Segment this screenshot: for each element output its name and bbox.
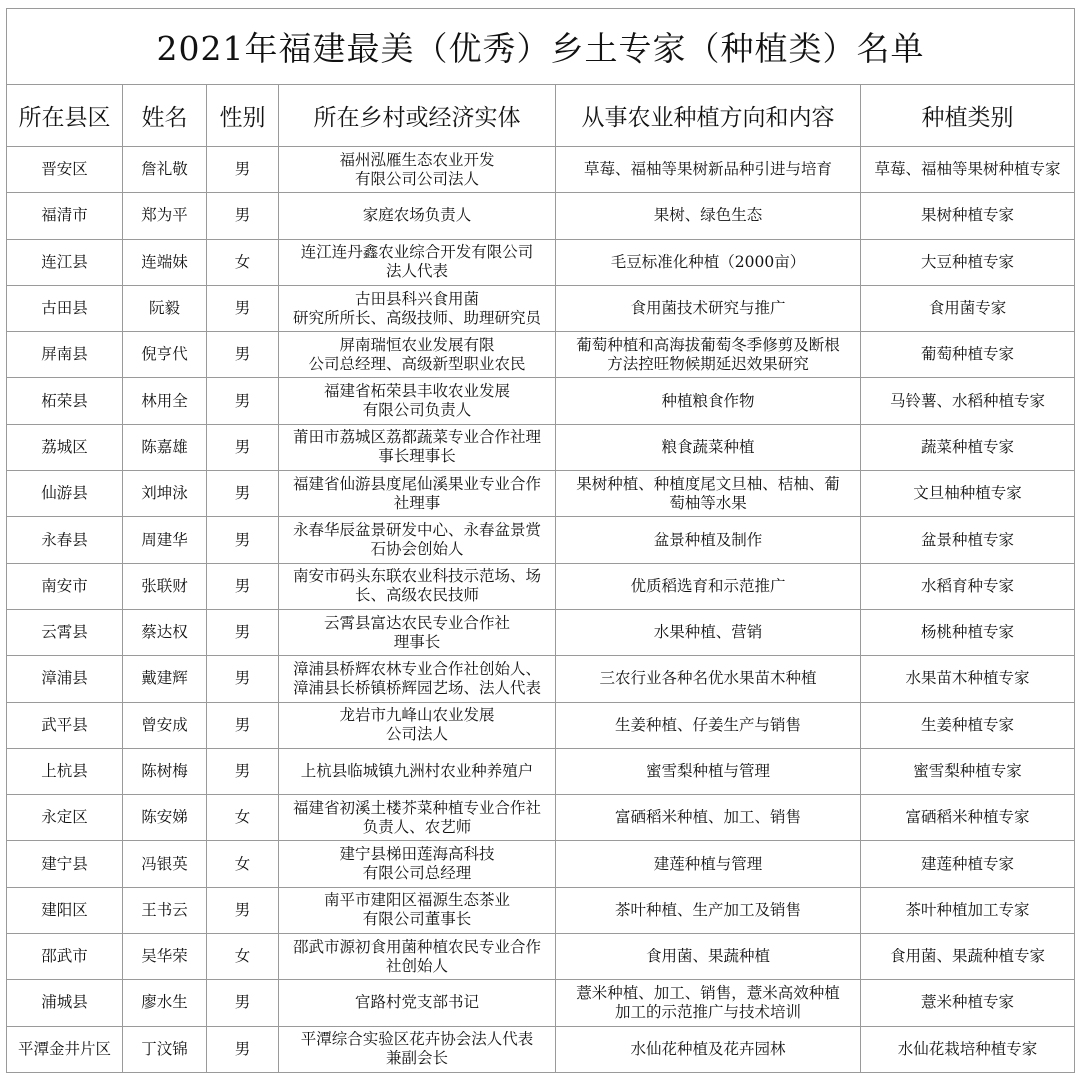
cell-entity-line: 公司总经理、高级新型职业农民 — [308, 354, 526, 373]
cell-direction-line: 草莓、福柚等果树新品种引进与培育 — [583, 160, 832, 179]
cell-entity-line: 石协会创始人 — [370, 540, 464, 559]
cell-name: 詹礼敬 — [123, 147, 207, 193]
cell-entity — [279, 887, 556, 933]
cell-direction-line: 毛豆标准化种植（2000亩） — [610, 252, 806, 271]
table-row — [7, 795, 1075, 841]
cell-direction-line: 水果种植、营销 — [653, 623, 763, 642]
cell-gender: 男 — [207, 147, 279, 193]
cell-direction-line: 茶叶种植、生产加工及销售 — [614, 900, 801, 919]
cell-county: 浦城县 — [7, 980, 123, 1026]
cell-direction — [556, 1026, 861, 1072]
header-gender: 性别 — [207, 85, 279, 147]
cell-entity — [279, 471, 556, 517]
cell-direction-line: 方法控旺物候期延迟效果研究 — [607, 354, 809, 373]
cell-direction-line: 盆景种植及制作 — [653, 530, 763, 549]
cell-county: 福清市 — [7, 193, 123, 239]
table-title: 2021年福建最美（优秀）乡土专家（种植类）名单 — [7, 9, 1075, 85]
cell-direction-line: 水仙花种植及花卉园林 — [630, 1039, 786, 1058]
cell-entity-line: 社创始人 — [385, 956, 448, 975]
cell-entity-line: 平潭综合实验区花卉协会法人代表 — [300, 1030, 534, 1049]
cell-category: 杨桃种植专家 — [861, 609, 1075, 655]
cell-name: 蔡达权 — [123, 609, 207, 655]
cell-category: 水果苗木种植专家 — [861, 656, 1075, 702]
roster-sheet — [6, 8, 1074, 1073]
table-row — [7, 193, 1075, 239]
cell-entity-line: 事长理事长 — [378, 447, 456, 466]
cell-name: 倪亨代 — [123, 332, 207, 378]
cell-category: 茶叶种植加工专家 — [861, 887, 1075, 933]
cell-direction — [556, 702, 861, 748]
cell-entity — [279, 795, 556, 841]
cell-name: 郑为平 — [123, 193, 207, 239]
cell-gender: 男 — [207, 378, 279, 424]
cell-county: 柘荣县 — [7, 378, 123, 424]
cell-entity-line: 建宁县梯田莲海高科技 — [339, 845, 495, 864]
cell-entity-line: 负责人、农艺师 — [362, 817, 472, 836]
cell-gender: 男 — [207, 193, 279, 239]
cell-direction — [556, 332, 861, 378]
cell-county: 云霄县 — [7, 609, 123, 655]
cell-entity-line: 官路村党支部书记 — [354, 993, 479, 1012]
cell-entity-line: 漳浦县桥辉农林专业合作社创始人、 — [292, 659, 541, 678]
cell-category: 水仙花栽培种植专家 — [861, 1026, 1075, 1072]
cell-name: 廖水生 — [123, 980, 207, 1026]
cell-entity — [279, 378, 556, 424]
cell-direction — [556, 934, 861, 980]
table-row — [7, 332, 1075, 378]
cell-gender: 男 — [207, 563, 279, 609]
cell-gender: 女 — [207, 239, 279, 285]
cell-county: 邵武市 — [7, 934, 123, 980]
table-row — [7, 239, 1075, 285]
cell-entity — [279, 656, 556, 702]
table-row — [7, 517, 1075, 563]
table-row — [7, 609, 1075, 655]
cell-name: 张联财 — [123, 563, 207, 609]
cell-gender: 男 — [207, 285, 279, 331]
cell-entity-line: 公司法人 — [385, 725, 448, 744]
cell-entity — [279, 841, 556, 887]
table-row — [7, 1026, 1075, 1072]
cell-entity-line: 连江连丹鑫农业综合开发有限公司 — [300, 243, 534, 262]
cell-category: 果树种植专家 — [861, 193, 1075, 239]
header-direction: 从事农业种植方向和内容 — [556, 85, 861, 147]
cell-gender: 男 — [207, 424, 279, 470]
cell-gender: 男 — [207, 702, 279, 748]
cell-direction-line: 建莲种植与管理 — [653, 854, 763, 873]
cell-category: 建莲种植专家 — [861, 841, 1075, 887]
cell-entity — [279, 517, 556, 563]
cell-county: 漳浦县 — [7, 656, 123, 702]
table-row — [7, 934, 1075, 980]
cell-direction-line: 食用菌、果蔬种植 — [645, 947, 770, 966]
cell-direction — [556, 147, 861, 193]
cell-name: 丁汶锦 — [123, 1026, 207, 1072]
table-row — [7, 424, 1075, 470]
table-row — [7, 841, 1075, 887]
table-row — [7, 702, 1075, 748]
cell-entity-line: 屏南瑞恒农业发展有限 — [339, 335, 495, 354]
cell-entity-line: 社理事 — [393, 493, 441, 512]
cell-entity-line: 福州泓雁生态农业开发 — [339, 150, 495, 169]
cell-entity — [279, 147, 556, 193]
cell-name: 戴建辉 — [123, 656, 207, 702]
cell-direction-line: 粮食蔬菜种植 — [661, 437, 755, 456]
table-row — [7, 563, 1075, 609]
cell-category: 蜜雪梨种植专家 — [861, 748, 1075, 794]
cell-gender: 男 — [207, 332, 279, 378]
cell-entity-line: 有限公司负责人 — [362, 401, 472, 420]
cell-entity-line: 古田县科兴食用菌 — [354, 289, 479, 308]
cell-direction-line: 生姜种植、仔姜生产与销售 — [614, 715, 801, 734]
cell-direction-line: 富硒稻米种植、加工、销售 — [614, 808, 801, 827]
cell-direction — [556, 563, 861, 609]
cell-name: 阮毅 — [123, 285, 207, 331]
cell-category: 草莓、福柚等果树种植专家 — [861, 147, 1075, 193]
table-row — [7, 656, 1075, 702]
cell-entity-line: 长、高级农民技师 — [354, 586, 479, 605]
cell-name: 林用全 — [123, 378, 207, 424]
cell-entity-line: 理事长 — [393, 632, 441, 651]
cell-direction — [556, 424, 861, 470]
cell-entity-line: 有限公司公司法人 — [354, 169, 479, 188]
cell-gender: 男 — [207, 887, 279, 933]
cell-direction — [556, 841, 861, 887]
cell-entity-line: 有限公司董事长 — [362, 910, 472, 929]
cell-entity-line: 漳浦县长桥镇桥辉园艺场、法人代表 — [292, 678, 541, 697]
cell-gender: 男 — [207, 1026, 279, 1072]
table-row — [7, 887, 1075, 933]
cell-county: 上杭县 — [7, 748, 123, 794]
cell-entity-line: 兼副会长 — [385, 1049, 448, 1068]
cell-direction — [556, 193, 861, 239]
cell-entity — [279, 748, 556, 794]
cell-county: 连江县 — [7, 239, 123, 285]
cell-name: 王书云 — [123, 887, 207, 933]
cell-category: 水稻育种专家 — [861, 563, 1075, 609]
cell-gender: 女 — [207, 934, 279, 980]
cell-direction-line: 种植粮食作物 — [661, 391, 755, 410]
cell-category: 食用菌专家 — [861, 285, 1075, 331]
cell-entity — [279, 193, 556, 239]
cell-gender: 男 — [207, 980, 279, 1026]
cell-category: 文旦柚种植专家 — [861, 471, 1075, 517]
cell-entity — [279, 934, 556, 980]
cell-entity-line: 福建省柘荣县丰收农业发展 — [323, 382, 510, 401]
cell-entity-line: 福建省仙游县度尾仙溪果业专业合作 — [292, 474, 541, 493]
header-entity: 所在乡村或经济实体 — [279, 85, 556, 147]
cell-direction — [556, 285, 861, 331]
cell-entity-line: 福建省初溪土楼芥菜种植专业合作社 — [292, 798, 541, 817]
cell-entity-line: 有限公司总经理 — [362, 864, 472, 883]
cell-entity — [279, 239, 556, 285]
cell-entity — [279, 609, 556, 655]
cell-entity-line: 家庭农场负责人 — [362, 206, 472, 225]
cell-name: 冯银英 — [123, 841, 207, 887]
header-name: 姓名 — [123, 85, 207, 147]
cell-gender: 男 — [207, 748, 279, 794]
cell-county: 永定区 — [7, 795, 123, 841]
cell-name: 陈安娣 — [123, 795, 207, 841]
cell-direction-line: 薏米种植、加工、销售，薏米高效种植 — [576, 983, 840, 1002]
cell-category: 食用菌、果蔬种植专家 — [861, 934, 1075, 980]
cell-gender: 男 — [207, 517, 279, 563]
cell-entity-line: 莆田市荔城区荔都蔬菜专业合作社理 — [292, 428, 541, 447]
cell-direction — [556, 609, 861, 655]
cell-category: 蔬菜种植专家 — [861, 424, 1075, 470]
cell-county: 屏南县 — [7, 332, 123, 378]
header-county: 所在县区 — [7, 85, 123, 147]
cell-county: 永春县 — [7, 517, 123, 563]
cell-direction — [556, 239, 861, 285]
cell-entity-line: 南安市码头东联农业科技示范场、场 — [292, 567, 541, 586]
cell-entity — [279, 563, 556, 609]
cell-entity — [279, 332, 556, 378]
cell-direction — [556, 656, 861, 702]
cell-entity-line: 永春华辰盆景研发中心、永春盆景赏 — [292, 521, 541, 540]
cell-direction — [556, 795, 861, 841]
cell-entity — [279, 980, 556, 1026]
cell-county: 荔城区 — [7, 424, 123, 470]
cell-category: 马铃薯、水稻种植专家 — [861, 378, 1075, 424]
cell-entity — [279, 424, 556, 470]
cell-name: 曾安成 — [123, 702, 207, 748]
cell-county: 仙游县 — [7, 471, 123, 517]
table-row — [7, 285, 1075, 331]
cell-direction-line: 萄柚等水果 — [669, 493, 747, 512]
cell-county: 南安市 — [7, 563, 123, 609]
cell-direction — [556, 517, 861, 563]
cell-entity — [279, 285, 556, 331]
cell-name: 连端妹 — [123, 239, 207, 285]
cell-direction-line: 果树、绿色生态 — [653, 206, 763, 225]
cell-category: 富硒稻米种植专家 — [861, 795, 1075, 841]
cell-direction-line: 优质稻选育和示范推广 — [630, 576, 786, 595]
cell-direction-line: 蜜雪梨种植与管理 — [645, 762, 770, 780]
cell-gender: 男 — [207, 609, 279, 655]
cell-category: 盆景种植专家 — [861, 517, 1075, 563]
cell-county: 建阳区 — [7, 887, 123, 933]
cell-county: 晋安区 — [7, 147, 123, 193]
cell-category: 大豆种植专家 — [861, 239, 1075, 285]
cell-county: 武平县 — [7, 702, 123, 748]
cell-direction — [556, 378, 861, 424]
cell-county: 建宁县 — [7, 841, 123, 887]
cell-gender: 男 — [207, 471, 279, 517]
cell-entity-line: 研究所所长、高级技师、助理研究员 — [292, 308, 541, 327]
expert-table — [6, 8, 1075, 1073]
cell-entity — [279, 1026, 556, 1072]
table-row — [7, 147, 1075, 193]
cell-name: 吴华荣 — [123, 934, 207, 980]
table-row — [7, 980, 1075, 1026]
cell-county: 古田县 — [7, 285, 123, 331]
cell-direction — [556, 980, 861, 1026]
cell-direction — [556, 471, 861, 517]
cell-name: 陈树梅 — [123, 748, 207, 794]
header-category: 种植类别 — [861, 85, 1075, 147]
cell-entity-line: 邵武市源初食用菌种植农民专业合作 — [292, 937, 541, 956]
cell-county: 平潭金井片区 — [7, 1026, 123, 1072]
cell-direction-line: 食用菌技术研究与推广 — [630, 299, 786, 318]
table-row — [7, 748, 1075, 794]
table-body — [7, 147, 1075, 1073]
cell-entity — [279, 702, 556, 748]
table-row — [7, 471, 1075, 517]
cell-name: 周建华 — [123, 517, 207, 563]
cell-name: 刘坤泳 — [123, 471, 207, 517]
cell-gender: 女 — [207, 841, 279, 887]
header-row — [7, 85, 1075, 147]
cell-direction — [556, 748, 861, 794]
cell-entity-line: 龙岩市九峰山农业发展 — [339, 706, 495, 725]
cell-category: 薏米种植专家 — [861, 980, 1075, 1026]
cell-gender: 男 — [207, 656, 279, 702]
cell-category: 葡萄种植专家 — [861, 332, 1075, 378]
cell-category: 生姜种植专家 — [861, 702, 1075, 748]
cell-direction — [556, 887, 861, 933]
cell-entity-line: 南平市建阳区福源生态茶业 — [323, 891, 510, 910]
cell-entity-line: 云霄县富达农民专业合作社 — [323, 613, 510, 632]
cell-direction-line: 加工的示范推广与技术培训 — [614, 1002, 801, 1021]
cell-direction-line: 三农行业各种名优水果苗木种植 — [599, 669, 817, 688]
cell-entity-line: 法人代表 — [385, 262, 448, 281]
cell-direction-line: 葡萄种植和高海拔葡萄冬季修剪及断根 — [576, 335, 840, 354]
table-row — [7, 378, 1075, 424]
cell-entity-line: 上杭县临城镇九洲村农业种养殖户 — [300, 762, 534, 780]
cell-direction-line: 果树种植、种植度尾文旦柚、桔柚、葡 — [576, 474, 840, 493]
cell-gender: 女 — [207, 795, 279, 841]
cell-name: 陈嘉雄 — [123, 424, 207, 470]
